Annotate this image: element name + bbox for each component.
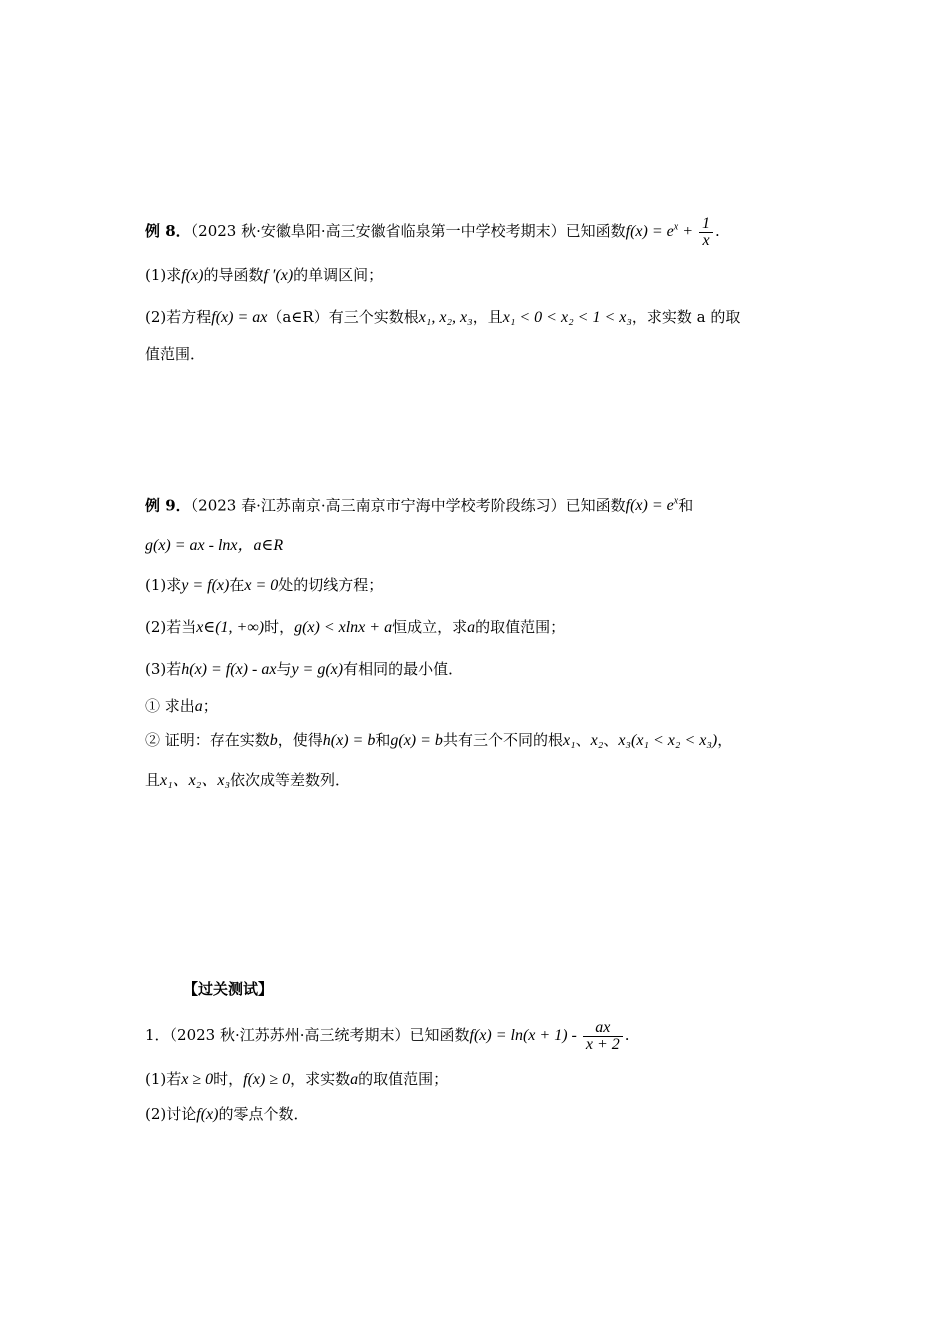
ex9-question-1: (1)求y = f(x)在x = 0处的切线方程； [145,576,384,594]
ex9-sub-1: ① 求出a； [145,697,218,715]
test-heading: 【过关测试】 [183,980,274,998]
ex8-question-2-line2: 值范围． [145,345,206,363]
ex9-source: （2023 春·江苏南京·高三南京市宁海中学校考阶段练习）已知函数 [190,496,626,515]
ex9-question-2: (2)若当x∈(1, +∞)时，g(x) < xlnx + a恒成立，求a的取值范围； [145,618,566,636]
ex9-question-3: (3)若h(x) = f(x) - ax与y = g(x)有相同的最小值． [145,660,464,678]
ex9-sub-2-line2: 且x₁、x₂、x₃依次成等差数列． [145,771,351,789]
ex8-source: （2023 秋·安徽阜阳·高三安徽省临泉第一中学校考期末）已知函数 [190,222,626,241]
ex8-function: $f(x) = e^x$ + $\frac{1}{x}$ [626,223,715,240]
test-problem-1: 1．（2023 秋·江苏苏州·高三统考期末）已知函数f(x) = ln(x + 1) - $\frac{ax}{x + 2}$ . [145,1019,630,1053]
test-question-1: (1)若x ≥ 0时，f(x) ≥ 0，求实数a的取值范围； [145,1070,449,1088]
ex8-question-2: (2)若方程f(x) = ax（a∈R）有三个实数根x₁, x₂, x₃，且x₁ < 0 < x₂ < 1 < x₃，求实数 a 的取 [145,308,741,326]
ex8-question-1: (1)求f(x)的导函数f ′(x)的单调区间； [145,266,384,284]
ex9-sub-2: ② 证明：存在实数b，使得h(x) = b和g(x) = b共有三个不同的根x₁、x₂、x₃(x₁ < x₂ < x₃)， [145,731,733,749]
ex8-fraction: $\frac{1}{x}$ [699,216,713,249]
ex9-g-definition: g(x) = ax - lnx，a∈R [145,537,284,554]
test-p1-fraction: $\frac{ax}{x + 2}$ [583,1020,623,1053]
ex9-header: 例 9．（2023 春·江苏南京·高三南京市宁海中学校考阶段练习）已知函数$f(x) = e^x$和 [145,496,694,515]
ex9-f-definition: $f(x) = e^x$ [625,496,679,515]
test-question-2: (2)讨论f(x)的零点个数． [145,1105,309,1123]
ex8-header: 例 8．（2023 秋·安徽阜阳·高三安徽省临泉第一中学校考期末）已知函数$f(x) = e^x$ + $\frac{1}{x}$ . [145,215,720,249]
ex8-label: 例 8． [145,222,191,241]
ex9-label: 例 9． [145,496,191,515]
test-p1-function: f(x) = ln(x + 1) - $\frac{ax}{x + 2}$ [470,1027,625,1044]
